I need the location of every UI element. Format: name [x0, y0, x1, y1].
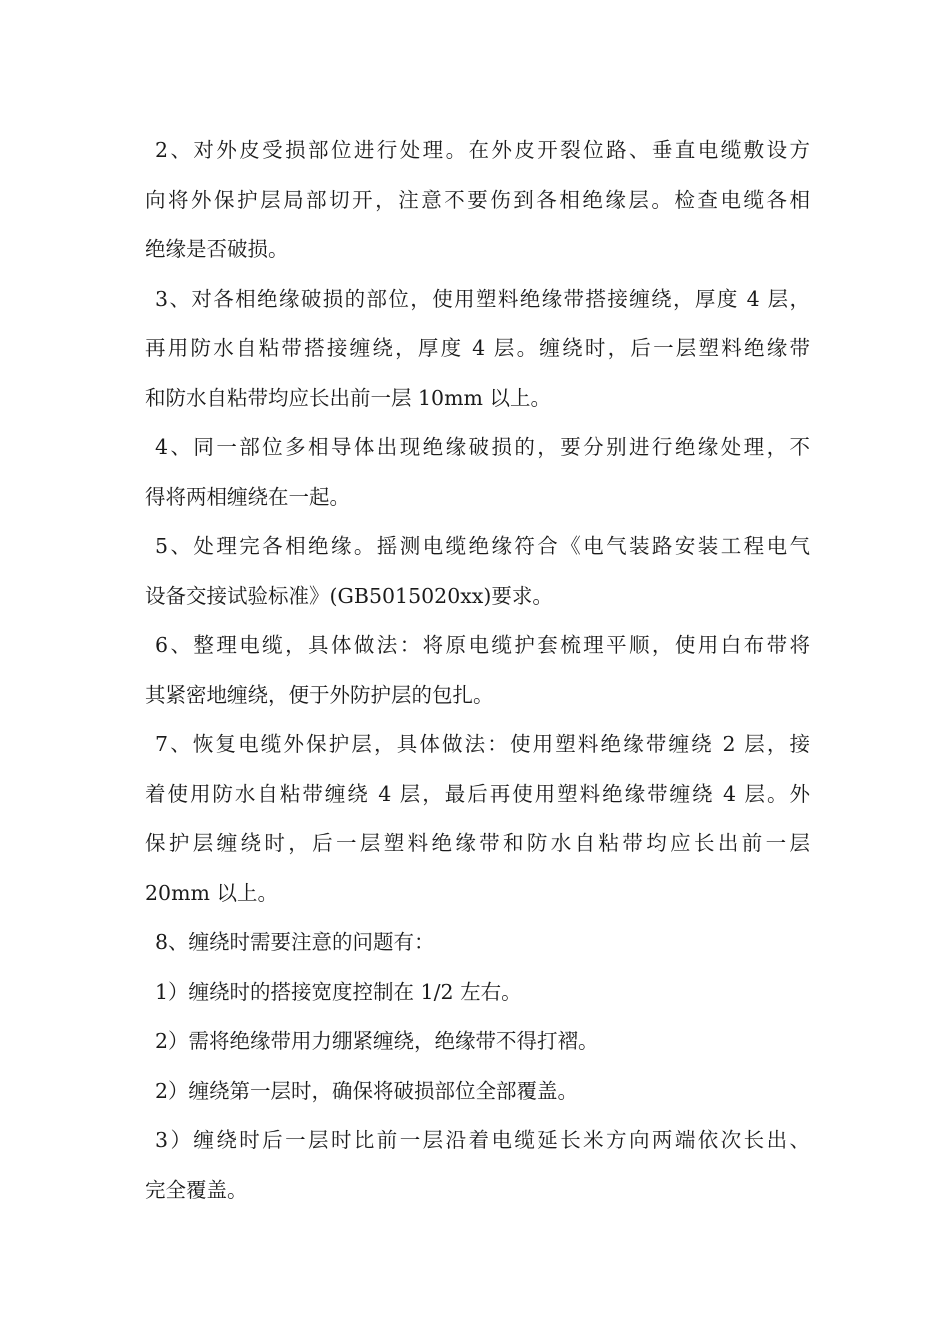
paragraph-7-line-1: 7、恢复电缆外保护层，具体做法：使用塑料绝缘带缠绕 2 层，接: [155, 732, 810, 756]
list-item-2b: 2）缠绕第一层时，确保将破损部位全部覆盖。: [155, 1078, 579, 1103]
paragraph-5-line-1: 5、处理完各相绝缘。摇测电缆绝缘符合《电气装路安装工程电气: [155, 534, 810, 558]
paragraph-3-line-1: 3、对各相绝缘破损的部位，使用塑料绝缘带搭接缠绕，厚度 4 层，: [155, 286, 810, 311]
paragraph-2-line-3: 绝缘是否破损。: [145, 237, 289, 261]
paragraph-2-line-2: 向将外保护层局部切开，注意不要伤到各相绝缘层。检查电缆各相: [145, 187, 810, 212]
paragraph-3-line-3: 和防水自粘带均应长出前一层 10mm 以上。: [145, 385, 551, 410]
paragraph-6-line-1: 6、整理电缆，具体做法：将原电缆护套梳理平顺，使用白布带将: [155, 633, 810, 657]
list-item-1: 1）缠绕时的搭接宽度控制在 1/2 左右。: [155, 979, 522, 1004]
paragraph-5-line-2: 设备交接试验标准》(GB5015020xx)要求。: [145, 583, 553, 608]
list-item-3-line-2: 完全覆盖。: [145, 1177, 248, 1202]
document-body: [145, 126, 810, 1215]
paragraph-8-heading: 8、缠绕时需要注意的问题有：: [155, 930, 435, 954]
list-item-3-line-1: 3）缠绕时后一层时比前一层沿着电缆延长米方向两端依次长出、: [155, 1128, 810, 1152]
paragraph-4-line-1: 4、同一部位多相导体出现绝缘破损的，要分别进行绝缘处理，不: [155, 435, 810, 459]
paragraph-4-line-2: 得将两相缠绕在一起。: [145, 484, 350, 509]
paragraph-2-line-1: 2、对外皮受损部位进行处理。在外皮开裂位路、垂直电缆敷设方: [155, 138, 810, 162]
paragraph-7-line-2: 着使用防水自粘带缠绕 4 层，最后再使用塑料绝缘带缠绕 4 层。外: [145, 781, 810, 806]
list-item-2: 2）需将绝缘带用力绷紧缠绕，绝缘带不得打褶。: [155, 1029, 599, 1053]
paragraph-6-line-2: 其紧密地缠绕，便于外防护层的包扎。: [145, 682, 494, 707]
paragraph-7-line-3: 保护层缠绕时，后一层塑料绝缘带和防水自粘带均应长出前一层: [145, 831, 810, 855]
paragraph-7-line-4: 20mm 以上。: [145, 880, 278, 905]
paragraph-3-line-2: 再用防水自粘带搭接缠绕，厚度 4 层。缠绕时，后一层塑料绝缘带: [145, 336, 810, 360]
